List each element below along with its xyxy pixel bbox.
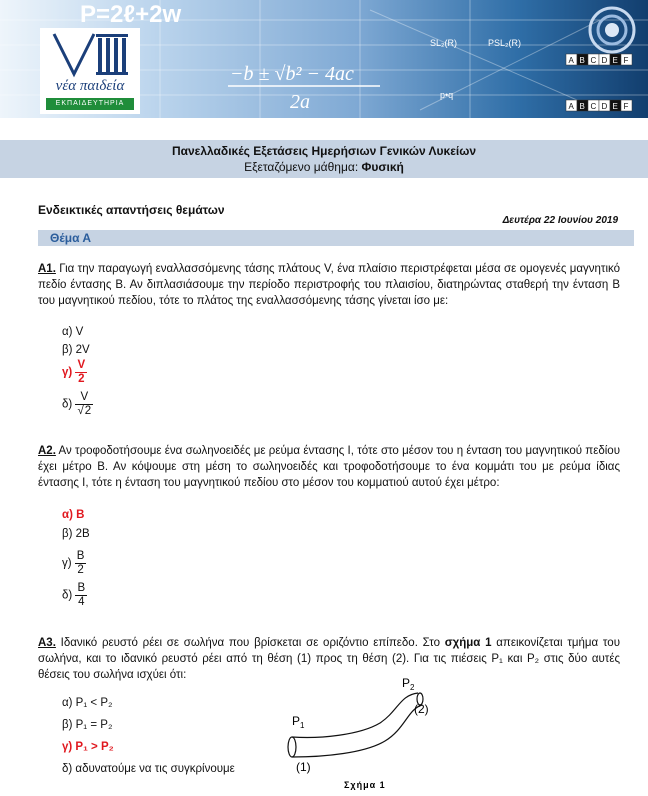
letter-cell-text: E xyxy=(612,56,618,65)
a3-option-a: α) P₁ < P₂ xyxy=(62,697,113,709)
letter-cell-text: A xyxy=(568,102,574,111)
letter-cell-text: B xyxy=(579,56,585,65)
pipe-figure xyxy=(280,675,450,795)
a2-option-c-num: B xyxy=(76,550,85,562)
banner-label-psl2: PSL₂(R) xyxy=(488,38,521,48)
banner-label-pq: p•q xyxy=(440,90,454,100)
a1-option-d: δ) $\frac{V}{√2}$ xyxy=(62,391,92,417)
letter-cell-text: C xyxy=(590,102,597,111)
question-a3-text-1: Ιδανικό ρευστό ρέει σε σωλήνα που βρίσκεται σε οριζόντιο επίπεδο. Στο xyxy=(55,637,445,649)
a1-option-c-den: 2 xyxy=(78,373,85,385)
letter-cell-text: E xyxy=(612,102,618,111)
theme-title: Θέμα Α xyxy=(50,231,92,245)
figure-p1: $P_1$ xyxy=(292,714,305,730)
letter-cell-text: A xyxy=(568,56,574,65)
banner-formula-top: P=2ℓ+2w xyxy=(80,1,182,28)
logo xyxy=(40,28,140,114)
question-a2-number: Α2. xyxy=(38,445,56,457)
figure-position-1: (1) xyxy=(296,760,311,774)
a1-option-d-num: V xyxy=(75,391,93,405)
question-a3-number: Α3. xyxy=(38,637,56,649)
banner-label-sl2: SL₂(R) xyxy=(430,38,457,48)
figure-position-2: (2) xyxy=(414,702,429,716)
a3-option-c-correct: γ) P₁ > P₂ xyxy=(62,741,114,753)
question-a1 xyxy=(38,261,620,309)
exam-header xyxy=(0,140,648,178)
a1-option-d-den: 2 xyxy=(84,405,92,417)
question-a3-text-2: απεικονίζεται τμήμα του σωλήνα, και το ιδανικό ρευστό ρέει από τη θέση (1) προς τη θέση (2). Για τις πιέσεις P₁ και P₂ στις δύο αυτές θέσεις του σωλήνα ισχύει ότι: xyxy=(38,637,620,681)
exam-date: Δευτέρα 22 Ιουνίου 2019 xyxy=(502,215,618,226)
exam-subject-label: Εξεταζόμενο μάθημα: xyxy=(244,160,362,174)
header-banner xyxy=(0,0,648,118)
banner-formula-quadratic: −b ± √b² − 4ac xyxy=(230,63,354,85)
figure-p2: $P_2$ xyxy=(402,676,415,692)
exam-title: Πανελλαδικές Εξετάσεις Ημερήσιων Γενικών Λυκείων xyxy=(171,144,477,158)
a2-option-b: β) 2Β xyxy=(62,528,90,540)
question-a3-figure-ref: σχήμα 1 xyxy=(444,637,492,649)
columns-icon xyxy=(40,28,140,78)
a2-option-c-label: γ) xyxy=(62,557,72,570)
a2-option-d-den: 4 xyxy=(78,596,85,608)
a3-option-b: β) P₁ = P₂ xyxy=(62,719,113,731)
a2-option-d xyxy=(62,582,87,609)
letter-cell-text: C xyxy=(590,56,597,65)
question-a2 xyxy=(38,443,620,491)
letter-cell-text: F xyxy=(623,102,629,111)
pipe-inlet-end xyxy=(288,737,296,757)
theme-bar xyxy=(38,230,634,246)
a2-option-d-label: δ) xyxy=(62,589,73,602)
pipe-lower-wall xyxy=(292,705,422,757)
a3-option-d: δ) αδυνατούμε να τις συγκρίνουμε xyxy=(62,763,235,775)
letter-cell-text: D xyxy=(601,56,608,65)
figure-caption: Σχήμα 1 xyxy=(344,780,386,790)
pipe-upper-wall xyxy=(292,693,418,737)
exam-subject: Φυσική xyxy=(361,160,404,174)
a1-option-c-num: V xyxy=(77,359,86,371)
letter-grid-top xyxy=(566,54,632,65)
question-a1-text: Για την παραγωγή εναλλασσόμενης τάσης πλάτους V, ένα πλαίσιο περιστρέφεται μέσα σε ομογενές μαγνητικό πεδίο έντασης Β. Αν διπλασιάσουμε την περίοδο περιστροφής του πλαισίου, διατηρώντας σταθερή την ένταση Β του μαγνητικού πεδίου, τότε το πλάτος της εναλλασσόμενης τάσης γίνεται ίσο με: xyxy=(38,263,620,307)
question-a1-number: Α1. xyxy=(38,263,56,275)
letter-grid-bottom xyxy=(566,100,632,111)
logo-title: νέα παιδεία xyxy=(55,78,125,94)
exam-subject-line xyxy=(0,160,648,174)
letter-cell-text: D xyxy=(601,102,608,111)
page-heading: Ενδεικτικές απαντήσεις θεμάτων xyxy=(38,203,225,217)
a1-option-c-correct xyxy=(62,359,87,386)
a1-option-d-label: δ) xyxy=(62,398,73,411)
a2-option-a-correct: α) Β xyxy=(62,509,85,521)
a2-option-c-den: 2 xyxy=(77,564,84,576)
a1-option-a: α) V xyxy=(62,326,84,338)
question-a2-text: Αν τροφοδοτήσουμε ένα σωληνοειδές με ρεύμα έντασης Ι, τότε στο μέσον του η ένταση του μαγνητικού πεδίου έχει μέτρο Β. Αν κόψουμε στη μέση το σωληνοειδές και τροφοδοτήσουμε το ένα κομμάτι του με ρεύμα ίδιας έντασης Ι, τότε η ένταση του μαγνητικού πεδίου στο μέσον του κομματιού αυτού έχει μέτρο: xyxy=(38,445,620,489)
a2-option-d-num: B xyxy=(77,582,86,594)
a1-option-c-label: γ) xyxy=(62,366,73,379)
letter-cell-text: B xyxy=(579,102,585,111)
logo-subtitle: ΕΚΠΑΙΔΕΥΤΗΡΙΑ xyxy=(46,98,134,110)
letter-cell-text: F xyxy=(623,56,629,65)
a1-option-b: β) 2V xyxy=(62,344,90,356)
a2-option-c xyxy=(62,550,86,577)
banner-formula-denominator: 2a xyxy=(290,91,310,113)
